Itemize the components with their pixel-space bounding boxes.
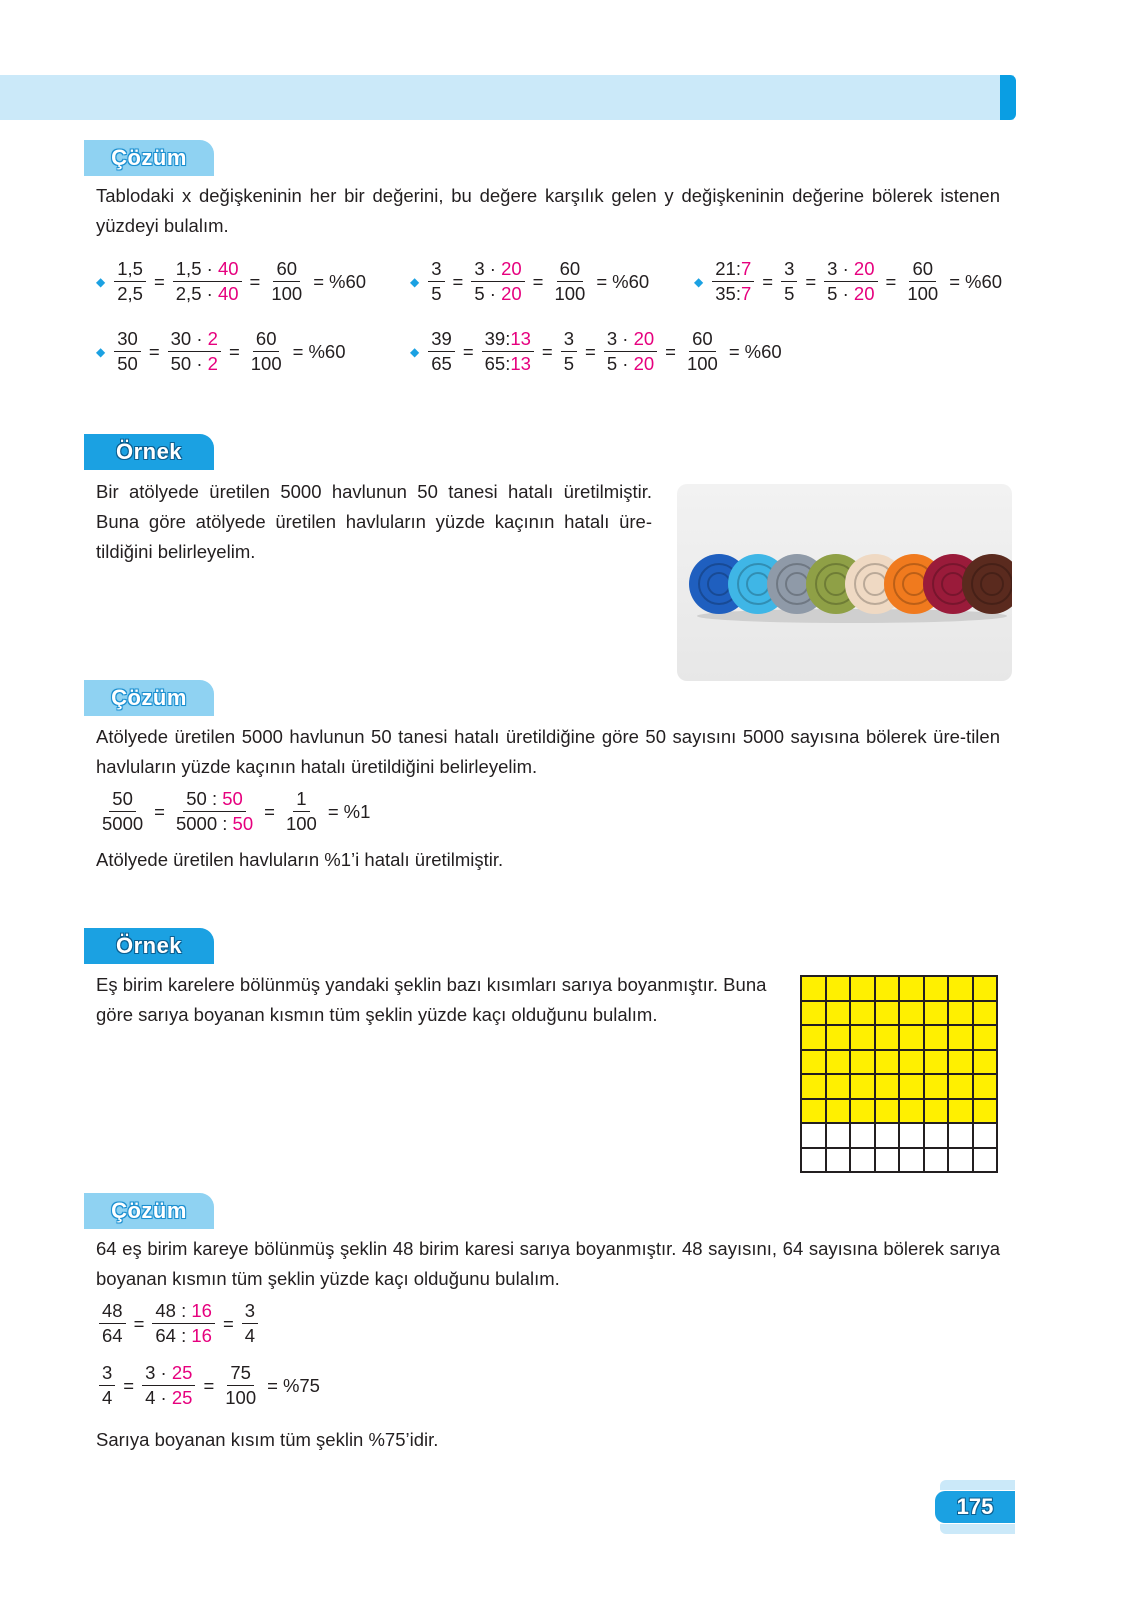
white-square (801, 1123, 826, 1148)
yellow-square (801, 1001, 826, 1026)
yellow-square (924, 1001, 949, 1026)
solution-label-1: Çözüm (84, 140, 214, 176)
unit-square-grid (800, 975, 998, 1173)
yellow-square (875, 976, 900, 1001)
towels-photo (677, 484, 1012, 681)
yellow-square (826, 1099, 851, 1124)
yellow-square (899, 1001, 924, 1026)
yellow-square (875, 1099, 900, 1124)
solution-2-conclusion: Atölyede üretilen havluların %1’i hatalı üretilmiştir. (96, 849, 504, 870)
yellow-square (850, 1025, 875, 1050)
white-square (875, 1148, 900, 1173)
diamond-bullet-icon: ◆ (96, 344, 106, 359)
page-number-strip (940, 1524, 1015, 1534)
yellow-square (875, 1025, 900, 1050)
yellow-square (801, 1074, 826, 1099)
diamond-bullet-icon: ◆ (96, 274, 106, 289)
yellow-square (924, 1050, 949, 1075)
yellow-square (875, 1050, 900, 1075)
white-square (826, 1123, 851, 1148)
white-square (899, 1123, 924, 1148)
diamond-bullet-icon: ◆ (694, 274, 704, 289)
equation-3: ◆ $\frac{21:7}{35:7}$ = $\frac{3}{5}$ = $\frac{3 \cdot 20}{5 \cdot 20}$ = $\frac{60}{100}$ = %60 (694, 258, 1003, 304)
white-square (973, 1148, 998, 1173)
solution-3-text: 64 eş birim kareye bölünmüş şeklin 48 birim karesi sarıya boyanmıştır. 48 sayısını, 64 sayısına bölerek sarıya boyanan kısmın tüm şeklin yüzde kaçı olduğunu bulalım. (96, 1238, 1000, 1289)
towel-rolls-image (677, 484, 1012, 681)
white-square (875, 1123, 900, 1148)
yellow-square (801, 1025, 826, 1050)
equation-5: ◆ $\frac{39}{65}$ = $\frac{39:13}{65:13}$ = $\frac{3}{5}$ = $\frac{3 \cdot 20}{5 \cdot 20}$ = $\frac{60}{100}$ = %60 (410, 328, 782, 374)
solution-label-2: Çözüm (84, 680, 214, 716)
yellow-square (801, 1050, 826, 1075)
yellow-square (850, 1050, 875, 1075)
diamond-bullet-icon: ◆ (410, 344, 420, 359)
yellow-square (875, 1001, 900, 1026)
white-square (973, 1123, 998, 1148)
yellow-square (826, 1050, 851, 1075)
yellow-square (850, 1074, 875, 1099)
white-square (924, 1148, 949, 1173)
yellow-square (801, 1099, 826, 1124)
yellow-square (973, 976, 998, 1001)
yellow-square (948, 976, 973, 1001)
page-number-strip (940, 1480, 1015, 1490)
yellow-square (850, 976, 875, 1001)
example-1-text: Bir atölyede üretilen 5000 havlunun 50 tanesi hatalı üretilmiştir. Buna göre atölyede üretilen havluların yüzde kaçının hatalı üre-tildiğini belirleyelim. (96, 481, 652, 562)
yellow-square (899, 976, 924, 1001)
yellow-square (899, 1025, 924, 1050)
yellow-square (826, 976, 851, 1001)
yellow-square (973, 1099, 998, 1124)
yellow-square (826, 1025, 851, 1050)
diamond-bullet-icon: ◆ (410, 274, 420, 289)
equation-4: ◆ $\frac{30}{50}$ = $\frac{30 \cdot 2}{50 \cdot 2}$ = $\frac{60}{100}$ = %60 (96, 328, 346, 374)
yellow-square (948, 1025, 973, 1050)
yellow-square (899, 1050, 924, 1075)
header-tab (1000, 75, 1016, 120)
yellow-square (948, 1074, 973, 1099)
yellow-square (924, 1025, 949, 1050)
solution-label-3: Çözüm (84, 1193, 214, 1229)
yellow-square (801, 976, 826, 1001)
yellow-square (875, 1074, 900, 1099)
yellow-square (973, 1025, 998, 1050)
yellow-square (899, 1074, 924, 1099)
white-square (850, 1148, 875, 1173)
yellow-square (973, 1001, 998, 1026)
example-2-text: Eş birim karelere bölünmüş yandaki şeklin bazı kısımları sarıya boyanmıştır. Buna göre sarıya boyanan kısmın tüm şeklin yüzde kaçı olduğunu bulalım. (96, 974, 767, 1025)
yellow-square (924, 1099, 949, 1124)
white-square (948, 1148, 973, 1173)
white-square (899, 1148, 924, 1173)
example-label-2: Örnek (84, 928, 214, 964)
white-square (924, 1123, 949, 1148)
solution-3-conclusion: Sarıya boyanan kısım tüm şeklin %75’idir. (96, 1429, 439, 1450)
page-number: 175 (935, 1491, 1015, 1523)
equation-1: ◆ $\frac{1,5}{2,5}$ = $\frac{1,5 \cdot 40}{2,5 \cdot 40}$ = $\frac{60}{100}$ = %60 (96, 258, 367, 304)
equation-7: $\frac{48}{64}$ = $\frac{48 : 16}{64 : 16}$ = $\frac{3}{4}$ (96, 1299, 261, 1348)
white-square (948, 1123, 973, 1148)
yellow-square (850, 1001, 875, 1026)
solution-1-text: Tablodaki x değişkeninin her bir değerini, bu değere karşılık gelen y değişkeninin değerine bölerek istenen yüzdeyi bulalım. (96, 185, 1000, 236)
solution-2-text: Atölyede üretilen 5000 havlunun 50 tanesi hatalı üretildiğine göre 50 sayısını 5000 sayısına bölerek üre-tilen havluların yüzde kaçının hatalı üretildiğini belirleyelim. (96, 726, 1000, 777)
yellow-square (826, 1001, 851, 1026)
yellow-square (948, 1099, 973, 1124)
white-square (850, 1123, 875, 1148)
yellow-square (973, 1050, 998, 1075)
white-square (801, 1148, 826, 1173)
yellow-square (948, 1001, 973, 1026)
equation-8: $\frac{3}{4}$ = $\frac{3 \cdot 25}{4 \cdot 25}$ = $\frac{75}{100}$ = %75 (96, 1361, 320, 1410)
example-label-1: Örnek (84, 434, 214, 470)
yellow-square (973, 1074, 998, 1099)
equation-2: ◆ $\frac{3}{5}$ = $\frac{3 \cdot 20}{5 \cdot 20}$ = $\frac{60}{100}$ = %60 (410, 258, 650, 304)
yellow-square (948, 1050, 973, 1075)
header-band (0, 75, 1014, 120)
yellow-square (826, 1074, 851, 1099)
yellow-square (899, 1099, 924, 1124)
yellow-square (924, 976, 949, 1001)
yellow-square (924, 1074, 949, 1099)
equation-6: $\frac{50}{5000}$ = $\frac{50 : 50}{5000 : 50}$ = $\frac{1}{100}$ = %1 (102, 788, 371, 834)
yellow-square (850, 1099, 875, 1124)
white-square (826, 1148, 851, 1173)
